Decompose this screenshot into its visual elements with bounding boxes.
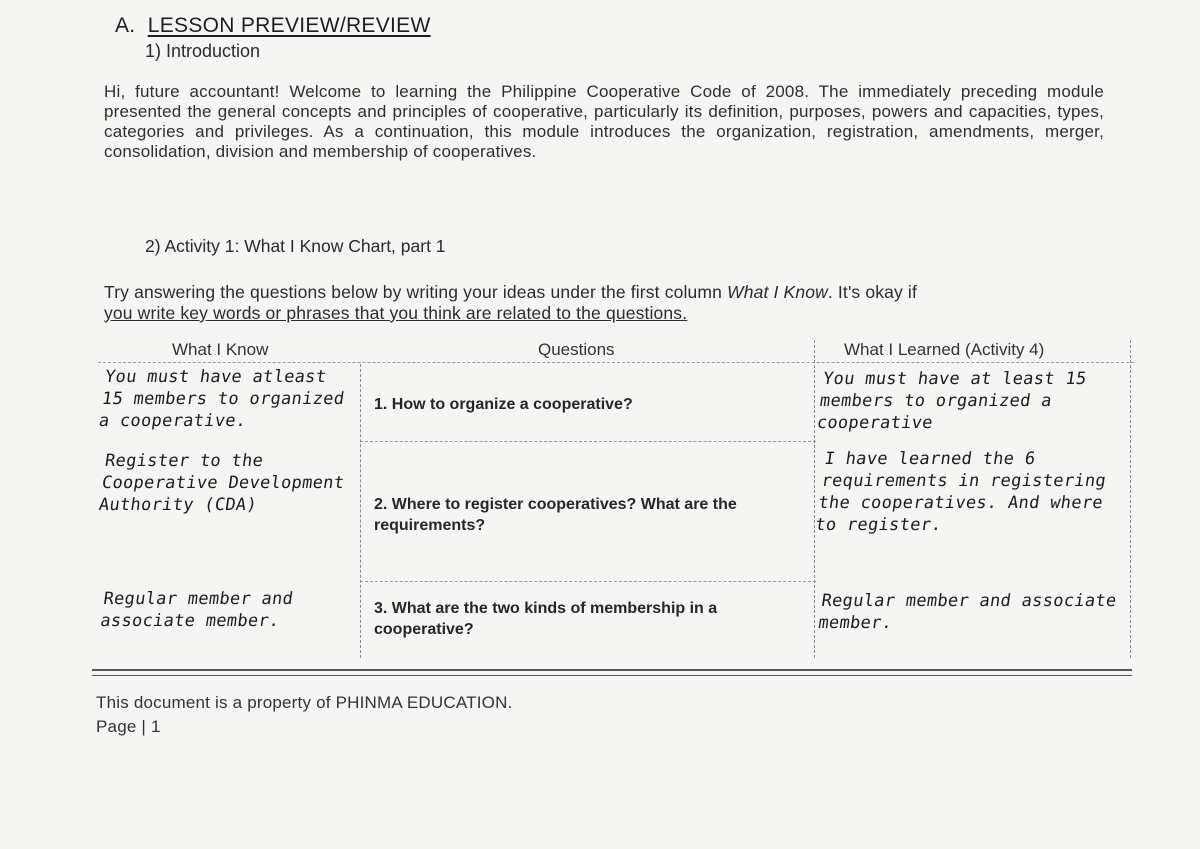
section-title: LESSON PREVIEW/REVIEW (147, 14, 431, 37)
learned-answer-3: Regular member and associate member. (817, 591, 1118, 633)
intro-paragraph: Hi, future accountant! Welcome to learning the Philippine Cooperative Code of 2008. The immediately preceding module presented the general concepts and principles of cooperative, particularly its definition, purposes, powers and capacities, types, categories and privileges. As a continuation, this module introduces the organization, registration, amendments, merger, consolidation, division and membership of cooperatives. (104, 82, 1104, 161)
column-divider-1 (360, 364, 361, 658)
intro-heading: 1) Introduction (145, 41, 261, 61)
instruction-line-2: you write key words or phrases that you think are related to the questions. (104, 303, 688, 323)
instruction-italic: What I Know (727, 282, 828, 302)
ownership-notice: This document is a property of PHINMA EDUCATION. (96, 693, 513, 712)
activity-instruction (104, 282, 1099, 324)
header-what-i-learned: What I Learned (Activity 4) (844, 340, 1045, 359)
section-heading (115, 14, 431, 38)
footer-rule-top (92, 669, 1132, 671)
row-divider-2 (360, 581, 816, 582)
header-what-i-know: What I Know (172, 340, 269, 359)
column-divider-3 (1130, 340, 1131, 658)
question-3: 3. What are the two kinds of membership in a cooperative? (374, 600, 718, 638)
footer-rule-bottom (92, 675, 1132, 676)
column-divider-2 (814, 340, 815, 658)
section-label: A. (115, 14, 136, 37)
header-questions: Questions (538, 340, 615, 359)
page-number: Page | 1 (96, 717, 161, 736)
instruction-text-2: . It's okay if (827, 282, 917, 302)
know-answer-3: Regular member and associate member. (99, 589, 295, 631)
know-answer-1: You must have atleast 15 members to organized a cooperative. (97, 367, 346, 431)
know-answer-2: Register to the Cooperative Development Authority (CDA) (97, 451, 346, 515)
kwl-chart (98, 340, 1134, 658)
activity-heading: 2) Activity 1: What I Know Chart, part 1 (145, 236, 446, 256)
question-2: 2. Where to register cooperatives? What are the requirements? (374, 496, 737, 534)
question-1: 1. How to organize a cooperative? (374, 396, 633, 413)
learned-answer-1: You must have at least 15 members to organized a cooperative (815, 369, 1088, 433)
row-divider-1 (360, 441, 816, 442)
learned-answer-2: I have learned the 6 requirements in registering the cooperatives. And where to register. (813, 449, 1108, 535)
instruction-text-1: Try answering the questions below by writing your ideas under the first column (104, 282, 728, 302)
header-divider (98, 362, 1134, 363)
